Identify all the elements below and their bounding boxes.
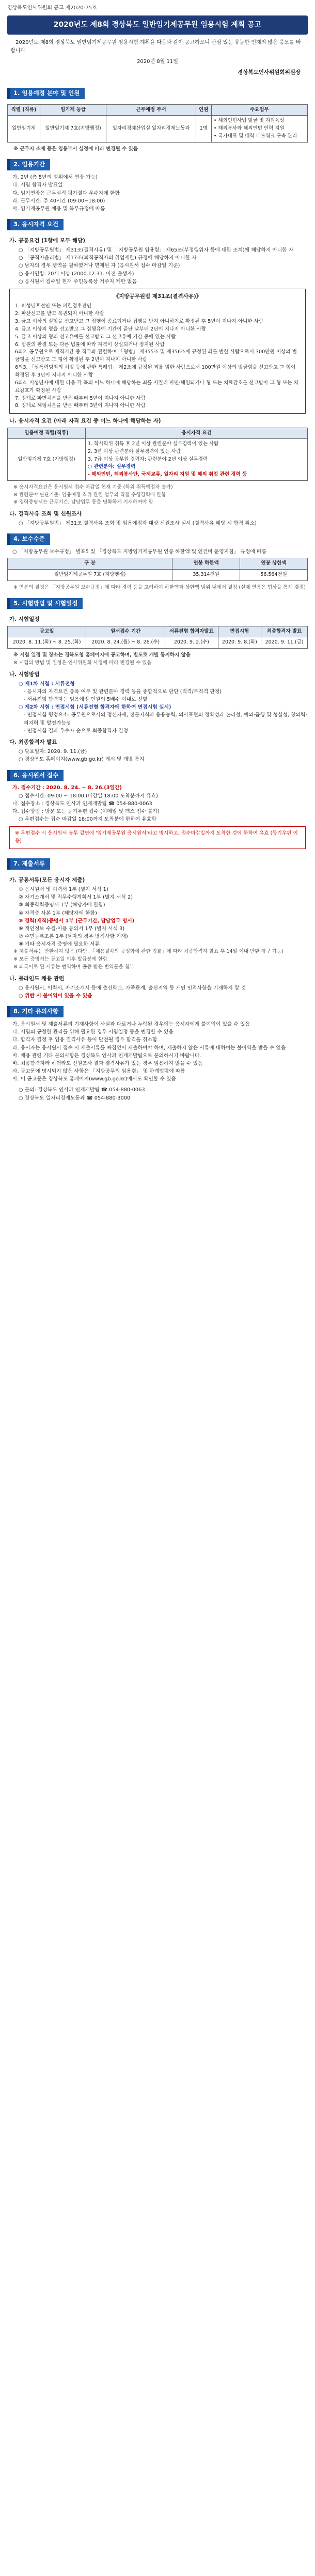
list-item: ○ 응시원서, 이력서, 자기소개서 등에 출신학교, 가족관계, 출신지역 등 개인 인적사항을 기재하지 말 것 — [19, 985, 246, 991]
section-heading: 5. 시험방법 및 시험일정 — [7, 598, 83, 609]
table-header-row — [8, 428, 308, 439]
list-item: ④ 자격증 사본 1부 (해당자에 한함) — [19, 910, 97, 916]
list-item: ○ 우편접수는 접수 마감일 18:00까지 도착분에 한하여 유효함 — [19, 816, 156, 823]
announcement-date: 2020년 8월 11일 — [137, 59, 178, 65]
contact-line: ○ 경상북도 일자리경제노동과 ☎ 054-880-3000 — [19, 1095, 131, 1101]
section-heading: 4. 보수수준 — [7, 533, 50, 545]
sub-heading: 다. 최종합격자 발표 — [9, 739, 57, 745]
note-text: ※ 제출서류는 반환하지 않음 (다만, 「채용절차의 공정화에 관한 법률」에 따라 최종합격자 발표 후 14일 이내 반환 청구 가능) — [13, 949, 284, 955]
list-item: ⑦ 주민등록초본 1부 (남자의 경우 병적사항 기재) — [19, 934, 128, 940]
list-item: ○ 관련분야: 실무경력 — [88, 464, 136, 470]
list-item: ○ 「공직자윤리법」 제17조(퇴직공직자의 취업제한) 규정에 해당하지 아니한 자 — [19, 255, 197, 261]
list-item: 2. 파산선고를 받고 복권되지 아니한 사람 — [15, 311, 104, 317]
list-item: ○ 응시연령: 20세 이상 (2000.12.31. 이전 출생자) — [19, 271, 134, 277]
table-header-row — [8, 558, 308, 570]
sub-heading: 가. 시험일정 — [9, 616, 40, 623]
list-item: 1. 피성년후견인 또는 피한정후견인 — [15, 303, 92, 309]
note-text: ※ 시험의 방법 및 일정은 인사위원회 사정에 따라 변경될 수 있음 — [13, 659, 152, 666]
table-header-row — [8, 626, 308, 637]
table-cell: 일반임기제 7호(지방행정) — [40, 116, 106, 142]
table-row — [8, 439, 308, 481]
list-item: 6의3. 「성폭력범죄의 처벌 등에 관한 특례법」 제2조에 규정된 죄를 범한 사람으로서 100만원 이상의 벌금형을 선고받고 그 형이 확정된 후 3년이 지나지 아니한 사람 — [15, 365, 296, 378]
page-title: 2020년도 제8회 경상북도 일반임기제공무원 임용시험 계획 공고 — [7, 15, 308, 35]
list-item: ○ 경상북도 홈페이지(www.gb.go.kr) 게시 및 개별 통지 — [19, 757, 145, 763]
list-item: ⑥ 개인정보 수집·이용 동의서 1부 (별지 서식 3) — [19, 925, 125, 932]
note-text: ※ 외국어로 된 서류는 번역하여 공증 받은 번역문을 첨부 — [13, 964, 135, 970]
sub-heading: 가. 공통서류(모든 응시자 제출) — [9, 876, 85, 883]
table-cell: 2020. 9. 8.(화) — [218, 637, 261, 649]
schedule-table — [7, 626, 308, 649]
note-text: ※ 경력증명서는 근무기간, 담당업무 등을 명확하게 기재하여야 함 — [13, 499, 153, 506]
table-cell: 1명 — [196, 116, 211, 142]
list-item: ○ 제1차 시험 : 서류전형 — [19, 681, 75, 687]
intro-text: 2020년도 제8회 경상북도 일반임기제공무원 임용시험 계획을 다음과 같이 공고하오니 관심 있는 유능한 인재의 많은 응모를 바랍니다. — [10, 40, 301, 54]
list-item: 나. 시험의 공정한 관리를 위해 필요한 경우 시험일정 등을 변경할 수 있음 — [12, 1029, 174, 1035]
list-item: 8. 징계로 해임처분을 받은 때부터 3년이 지나지 아니한 사람 — [15, 403, 146, 409]
salary-table — [7, 558, 308, 580]
table-cell: 일자리경제산업실 일자리경제노동과 — [106, 116, 196, 142]
list-item: 마. 채용 관련 기타 문의사항은 경상북도 인사과 인재개발팀으로 문의하시기 바랍니다. — [12, 1053, 201, 1059]
list-item: 다. 접수방법 : 방문 또는 등기우편 접수 (이메일 및 팩스 접수 불가) — [12, 808, 160, 814]
list-item: - 면접시험 평정요소: 공무원으로서의 정신자세, 전문지식과 응용능력, 의사표현의 정확성과 논리성, 예의·품행 및 성실성, 창의력·의지력 및 발전가능성 — [24, 712, 307, 726]
list-item: - 면접시험 결과 우수자 순으로 최종합격자 결정 — [24, 728, 129, 734]
section-heading: 8. 기타 유의사항 — [7, 1006, 64, 1017]
list-item: 다. 임기연장은 근무실적 평가결과 우수자에 한함 — [12, 190, 120, 196]
list-item: 다. 합격자 결정 후 임용 결격사유 등이 발견될 경우 합격을 취소함 — [12, 1037, 158, 1043]
table-header-cell: 최종합격자 발표 — [261, 626, 308, 637]
table-header-cell: 주요업무 — [211, 104, 307, 116]
sub-heading: 다. 결격사유 조회 및 신원조사 — [9, 511, 82, 517]
sub-heading: 나. 블라인드 채용 관련 — [9, 975, 65, 982]
section-heading: 7. 제출서류 — [7, 858, 50, 870]
announcement-number: 경상북도인사위원회 공고 제2020-75호 — [7, 5, 97, 11]
positions-table — [7, 104, 308, 143]
table-header-cell: 구 분 — [8, 558, 172, 570]
mail-notice-box: ※ 우편접수 시 응시원서 봉투 겉면에 '임기제공무원 응시원서'라고 명시하고, 접수마감일까지 도착한 것에 한하여 유효 (등기우편 이용) — [9, 826, 306, 849]
note-text: ※ 시험 일정 및 장소는 경북도청 홈페이지에 공고하며, 별도로 개별 통지하지 않음 — [13, 652, 191, 658]
list-item: ⑤ 경력(재직)증명서 1부 (근무기간, 담당업무 명시) — [19, 918, 135, 924]
list-item: ○ 「지방공무원법」 제31조(결격사유) 및 「지방공무원 임용령」 제65조(부정행위자 등에 대한 조치)에 해당하지 아니한 자 — [19, 247, 294, 254]
table-header-cell: 임용예정 직렬(직류) — [8, 428, 86, 439]
list-item: 5. 금고 이상의 형의 선고유예를 선고받고 그 선고유예 기간 중에 있는 사람 — [15, 334, 176, 340]
table-cell: 2020. 8. 11.(화) ~ 8. 25.(화) — [8, 637, 86, 649]
box-title: 《지방공무원법 제31조(결격사유)》 — [113, 293, 202, 300]
table-header-cell: 응시자격 요건 — [86, 428, 308, 439]
section-heading: 1. 임용예정 분야 및 인원 — [7, 88, 85, 99]
list-item: ② 자기소개서 및 직무수행계획서 1부 (별지 서식 2) — [19, 894, 133, 901]
table-cell: 일반임기제 7호 (지방행정) — [8, 439, 86, 481]
list-item: ○ 「지방공무원 보수규정」 별표5 및 「경상북도 지방임기제공무원 연봉 하한액 및 인건비 운영지침」 규정에 따름 — [12, 549, 266, 555]
list-item: 라. 응시자는 응시원서 접수 시 제출서류를 빠짐없이 제출하여야 하며, 제출하지 않은 서류에 대하여는 불이익을 받을 수 있음 — [12, 1045, 286, 1051]
list-item: 2. 3년 이상 관련분야 실무경력이 있는 사람 — [88, 448, 181, 454]
sub-heading: 가. 공통요건 (1항에 모두 해당) — [9, 237, 86, 244]
sub-heading: 나. 응시자격 요건 (아래 자격 요건 중 어느 하나에 해당하는 자) — [9, 418, 161, 425]
table-cell: 일반임기제 — [8, 116, 40, 142]
table-header-cell: 임기제 등급 — [40, 104, 106, 116]
list-item: 7. 징계로 파면처분을 받은 때부터 5년이 지나지 아니한 사람 — [15, 395, 146, 401]
list-item: ○ 남자의 경우 병역을 필하였거나 면제된 자 (응시원서 접수 마감일 기준) — [19, 263, 180, 269]
list-item: ○ 제2차 시험 : 면접시험 (서류전형 합격자에 한하여 면접시험 실시) — [19, 704, 171, 711]
list-item: 라. 근무시간: 주 40시간 (09:00~18:00) — [12, 198, 105, 204]
table-cell: 56,564천원 — [240, 570, 308, 581]
note-text: ※ 관련분야 판단기준: 임용예정 직위 관련 업무의 직접 수행경력에 한함 — [13, 492, 166, 498]
list-item: 바. 최종합격자라 하더라도 신원조사 결과 결격사유가 있는 경우 임용하지 않을 수 있음 — [12, 1060, 203, 1066]
table-row — [8, 570, 308, 581]
table-header-cell: 서류전형 합격자발표 — [165, 626, 218, 637]
table-header-row — [8, 104, 308, 116]
table-header-cell: 공고일 — [8, 626, 86, 637]
list-item: ① 응시원서 및 이력서 1부 (별지 서식 1) — [19, 887, 108, 893]
issuer-name: 경상북도인사위원회위원장 — [238, 69, 301, 75]
table-cell — [86, 439, 308, 481]
list-item: ⑧ 기타 응시자격 증명에 필요한 서류 — [19, 941, 100, 948]
list-item: 1. 학사학위 취득 후 2년 이상 관련분야 실무경력이 있는 사람 — [88, 441, 219, 447]
list-item: ○ 발표일자: 2020. 9. 11.(금) — [19, 749, 87, 755]
list-item: 4. 금고 이상의 형을 선고받고 그 집행유예 기간이 끝난 날부터 2년이 지나지 아니한 사람 — [15, 326, 206, 332]
list-item: ③ 최종학력증명서 1부 (해당자에 한함) — [19, 902, 105, 908]
list-item: - 응시자의 자격요건 충족 여부 및 관련분야 경력 등을 종합적으로 판단 (적격/부적격 판정) — [24, 688, 222, 695]
list-item: - 해외인턴, 해외봉사단, 국제교류, 일자리 지원 및 해외 취업 관련 경력 등 — [88, 472, 247, 478]
list-item: 나. 접수장소 : 경상북도 인사과 인재개발팀 ☎ 054-880-0063 — [12, 800, 152, 807]
intro-section — [7, 39, 308, 76]
list-item: - 서류전형 합격자는 임용예정 인원의 5배수 이내로 선발 — [24, 697, 148, 703]
document-root — [7, 4, 308, 1102]
list-item: 가. 응시원서 및 제출서류의 기재사항이 사실과 다르거나 누락된 경우에는 응시자에게 불이익이 있을 수 있음 — [12, 1022, 250, 1028]
note-text: ※ 근무지 소재 등은 임용부서 실정에 따라 변경될 수 있음 — [13, 146, 138, 152]
list-item: 6의2. 공무원으로 재직기간 중 직무와 관련하여 「형법」 제355조 및 제356조에 규정된 죄를 범한 사람으로서 300만원 이상의 벌금형을 선고받고 그 형이 확정된 후 2년이 지나지 아니한 사람 — [15, 349, 297, 363]
table-cell: 2020. 9. 2.(수) — [165, 637, 218, 649]
note-text: ※ 응시자격요건은 응시원서 접수 마감일 현재 기준 (학위 취득예정자 불가) — [13, 484, 173, 490]
table-cell: 일반임기제공무원 7호 (지방행정) — [8, 570, 172, 581]
section-heading: 3. 응시자격 요건 — [7, 219, 64, 230]
list-item: 아. 이 공고문은 경상북도 홈페이지(www.gb.go.kr)에서도 확인할 수 있음 — [12, 1076, 176, 1082]
table-row — [8, 637, 308, 649]
list-item: 마. 임기제공무원 채용 및 복무규정에 따름 — [12, 206, 105, 212]
table-header-cell: 면접시험 — [218, 626, 261, 637]
list-item: 가. 2년 (총 5년의 범위에서 연장 가능) — [12, 175, 98, 181]
sub-heading: 나. 시험방법 — [9, 671, 40, 678]
table-header-cell: 원서접수 기간 — [86, 626, 165, 637]
list-item: ○ 위반 시 불이익이 있을 수 있음 — [19, 993, 92, 999]
table-cell: 2020. 9. 11.(금) — [261, 637, 308, 649]
table-header-cell: 연봉 하한액 — [172, 558, 240, 570]
table-header-cell: 인원 — [196, 104, 211, 116]
note-text: ※ 모든 증명서는 공고일 이후 발급분에 한함 — [13, 956, 108, 963]
list-item: 6. 법원의 판결 또는 다른 법률에 따라 자격이 상실되거나 정지된 사람 — [15, 341, 165, 348]
section-heading: 6. 응시원서 접수 — [7, 770, 64, 781]
table-cell: 2020. 8. 24.(월) ~ 8. 26.(수) — [86, 637, 165, 649]
contact-line: ○ 문의: 경상북도 인사과 인재개발팀 ☎ 054-880-0063 — [19, 1087, 145, 1093]
table-row — [8, 116, 308, 142]
list-item: 6의4. 미성년자에 대한 다음 각 목의 어느 하나에 해당하는 죄를 저질러 파면·해임되거나 형 또는 치료감호를 선고받아 그 형 또는 치료감호가 확정된 사람 — [15, 380, 298, 394]
list-item: ○ 접수시간: 09:00 ~ 18:00 (마감일 18:00 도착분까지 유효) — [19, 793, 158, 799]
list-item: 나. 시험 합격자 발표일 — [12, 182, 63, 189]
list-item: ○ 「지방공무원법」 제31조 결격사유 조회 및 임용예정자 대상 신원조사 실시 (결격사유 해당 시 합격 취소) — [19, 521, 257, 527]
table-cell: • 해외인턴사업 발굴 및 지원육성 • 해외봉사와 해외인턴 인력 지원 • 국가대표 및 대학 네트워크 구축 관리 — [211, 116, 307, 142]
qualification-table — [7, 428, 308, 481]
list-item: 3. 금고 이상의 실형을 선고받고 그 집행이 종료되거나 집행을 받지 아니하기로 확정된 후 5년이 지나지 아니한 사람 — [15, 318, 264, 324]
list-item: ○ 응시원서 접수일 현재 주민등록상 거주지 제한 없음 — [19, 278, 137, 285]
table-header-cell: 연봉 상한액 — [240, 558, 308, 570]
note-text: ※ 연봉의 결정은 「지방공무원 보수규정」에 따라 경력 등을 고려하여 하한액과 상한액 범위 내에서 결정 (실제 연봉은 협상을 통해 결정) — [13, 584, 306, 590]
list-item: 3. 7급 이상 공무원 경력자: 관련분야 2년 이상 실무경력 — [88, 456, 208, 462]
list-item: 가. 접수기간 : 2020. 8. 24. ~ 8. 26.(3일간) — [12, 785, 122, 791]
table-header-cell: 직렬 (직류) — [8, 104, 40, 116]
section-heading: 2. 임용기간 — [7, 159, 50, 170]
table-cell: 35,314천원 — [172, 570, 240, 581]
table-header-cell: 근무예정 부서 — [106, 104, 196, 116]
list-item: 사. 공고문에 명시되지 않은 사항은 「지방공무원 임용령」 및 관계법령에 따름 — [12, 1069, 185, 1075]
disqualification-box — [9, 289, 306, 414]
